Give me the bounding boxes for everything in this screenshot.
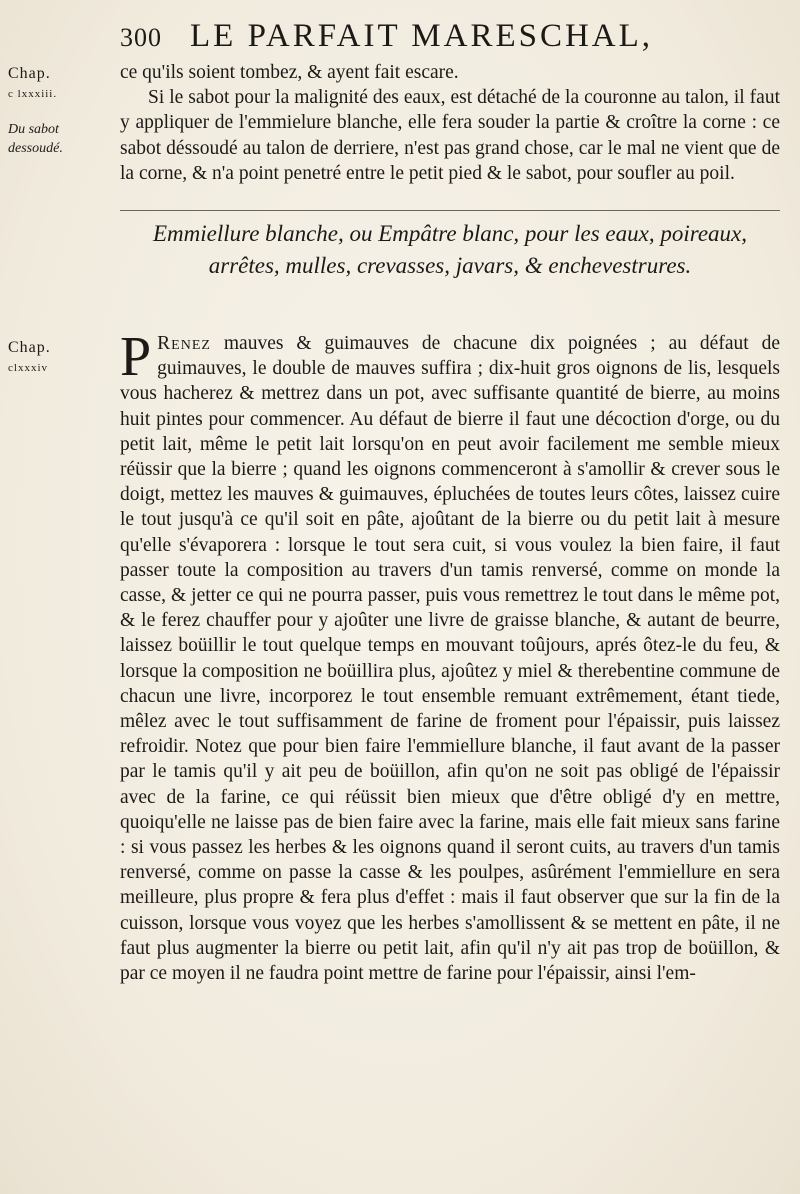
- first-word: Renez: [157, 333, 211, 354]
- top-paragraph-block: [120, 60, 780, 186]
- margin-chap-label: Chap.: [8, 65, 51, 82]
- margin-chap-number: c lxxxiii.: [8, 88, 58, 100]
- top-paragraph-line1: ce qu'ils soient tombez, & ayent fait escare.: [120, 62, 459, 83]
- margin-note-chapter-183: [8, 64, 108, 104]
- page-number: 300: [120, 23, 162, 52]
- section-separator-rule: [120, 210, 780, 211]
- recipe-heading-line2: arrêtes, mulles, crevasses, javars, & enchevestrures.: [208, 253, 692, 278]
- recipe-body-text: mauves & guimauves de chacune dix poignées ; au défaut de guimauves, le double de mauves suffira ; dix-huit gros oignons de lis, lesquels vous hacherez & mettrez dans un pot, avec suffisante quantité de bierre, au moins huit pintes pour commencer. Au défaut de bierre il faut une décoction d'orge, ou du petit lait, même le petit lait lorsqu'on en peut avoir facilement me semble mieux réüssir que la bierre ; quand les oignons commenceront à s'amollir & crever sous le doigt, mettez les mauves & guimauves, épluchées de toutes leurs côtes, laissez cuire le tout jusqu'à ce qu'il soit en pâte, ajoûtant de la bierre ou du petit lait à mesure qu'elle s'évaporera : lorsque le tout sera cuit, si vous voulez la bien faire, il faut passer toute la composition au travers d'un tamis renversé, comme on monde la casse, & jetter ce qui ne pourra passer, puis vous remettrez le tout dans le même pot, & le ferez chauffer pour y ajoûter une livre de graisse blanche, & autant de beurre, laissez boüillir le tout quelque temps en mouvant toûjours, aprés ôtez-le du feu, & lorsque la composition ne boüillira plus, ajoûtez y miel & therebentine commune de chacun une livre, incorporez le tout ensemble remuant extrêmement, étant tiede, mêlez avec le tout suffisamment de farine de froment pour l'épaissir, puis laissez refroidir. Notez que pour bien faire l'emmiellure blanche, il faut avant de la passer par le tamis qu'il y ait peu de boüillon, afin qu'on ne soit pas obligé de l'épaissir avec de la farine, ce qui réüssit bien mieux que d'être obligé d'y en mettre, quoiqu'elle ne laisse pas de bien faire avec la farine, mais elle fait mieux sans farine : si vous passez les herbes & les oignons quand il seront cuits, au travers d'un tamis renversé, comme on passe la casse & les poulpes, asûrément l'emmiellure en sera meilleure, plus propre & fera plus d'effet : mais il faut observer que sur la fin de la cuisson, lorsque vous voyez que les herbes s'amollissent & se mettent en pâte, il ne faut plus augmenter la bierre ou petit lait, afin qu'il n'y ait pas trop de boüillon, & par ce moyen il ne faudra point mettre de farine pour l'épaissir, ainsi l'em-: [120, 333, 780, 985]
- recipe-heading-line1: Emmiellure blanche, ou Empâtre blanc, pour les eaux, poireaux,: [152, 221, 748, 246]
- margin-chap-label-2: Chap.: [8, 339, 51, 356]
- running-title: LE PARFAIT MARESCHAL,: [190, 18, 654, 54]
- top-paragraph-2: Si le sabot pour la malignité des eaux, est détaché de la couronne au talon, il faut y appliquer de l'emmielure blanche, elle fera souder la partie & croître la corne : ce sabot déssoudé au talon de derriere, n'est pas grand chose, car le mal ne vient que de la corne, & n'a point penetré entre le petit pied & le sabot, pour soufler au poil.: [120, 87, 780, 184]
- margin-note-chapter-184: [8, 338, 108, 378]
- margin-subject-line1: Du sabot: [8, 122, 59, 137]
- margin-note-subject: [8, 120, 108, 158]
- margin-subject-line2: dessoudé.: [8, 141, 63, 156]
- recipe-heading: [120, 218, 780, 282]
- margin-chap-number-2: clxxxiv: [8, 362, 48, 374]
- recipe-body: [120, 326, 780, 986]
- drop-cap-letter: P: [120, 326, 152, 388]
